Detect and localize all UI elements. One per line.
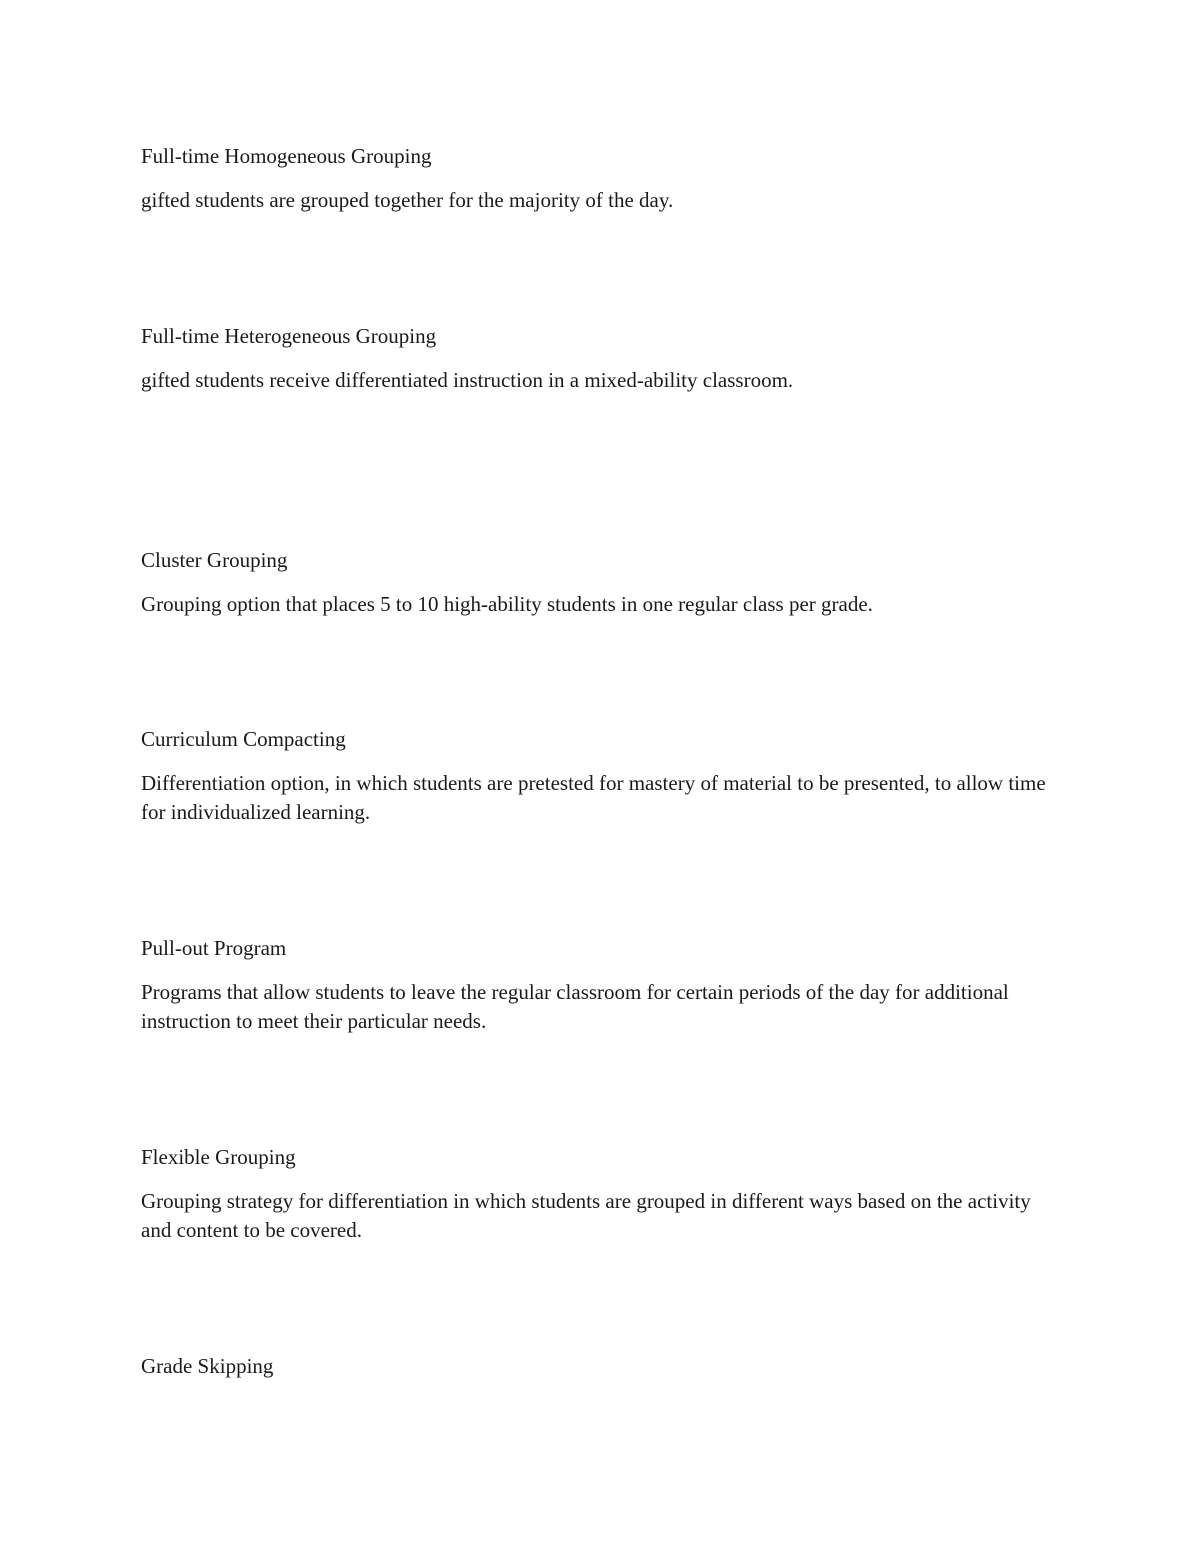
glossary-entry: [141, 142, 1061, 215]
entry-term: Grade Skipping: [141, 1354, 274, 1378]
glossary-entry: [141, 322, 1061, 395]
glossary-entry: [141, 725, 1061, 827]
entry-term: Pull-out Program: [141, 936, 287, 960]
entry-definition: Grouping option that places 5 to 10 high-ability students in one regular class per grade.: [141, 592, 873, 616]
entry-term: Full-time Heterogeneous Grouping: [141, 324, 437, 348]
entry-definition: Programs that allow students to leave the regular classroom for certain periods of the day for additional instruction to meet their particular needs.: [141, 980, 1009, 1033]
entry-definition: Grouping strategy for differentiation in which students are grouped in different ways based on the activity and content to be covered.: [141, 1189, 1031, 1242]
glossary-entry: [141, 1352, 1061, 1380]
entry-definition: gifted students are grouped together for the majority of the day.: [141, 188, 674, 212]
entry-term: Curriculum Compacting: [141, 727, 346, 751]
entry-term: Full-time Homogeneous Grouping: [141, 144, 432, 168]
entry-definition: Differentiation option, in which students are pretested for mastery of material to be presented, to allow time for individualized learning.: [141, 771, 1046, 824]
glossary-entry: [141, 1143, 1061, 1245]
glossary-entry: [141, 546, 1061, 619]
entry-term: Cluster Grouping: [141, 548, 288, 572]
glossary-entry: [141, 934, 1061, 1036]
entry-term: Flexible Grouping: [141, 1145, 296, 1169]
entry-definition: gifted students receive differentiated instruction in a mixed-ability classroom.: [141, 368, 794, 392]
